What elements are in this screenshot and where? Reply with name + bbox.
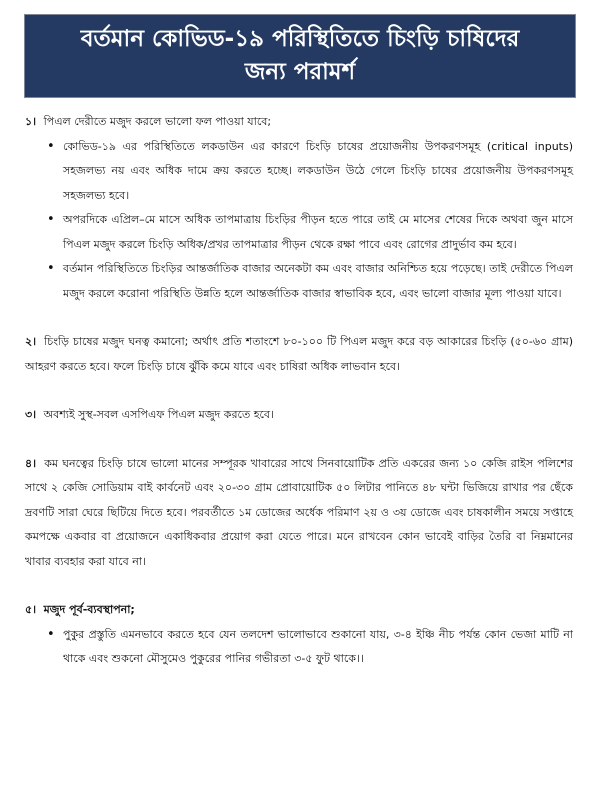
title-banner <box>24 14 576 98</box>
section-4 <box>25 452 573 575</box>
section-1 <box>25 110 573 135</box>
section-number: ৩। <box>25 408 37 421</box>
section-5 <box>25 598 573 623</box>
section-text: কম ঘনত্বের চিংড়ি চাষে ভালো মানের সম্পূরক খাবারের সাথে সিনবায়োটিক প্রতি একরের জন্য ১০ কেজি রাইস পলিশের সাথে ২ কেজি সোডিয়াম বাই কার্বনেট এবং ২০-৩০ গ্রাম প্রোবায়োটিক ৫০ লিটার পানিতে ৪৮ ঘন্টা ভিজিয়ে রাখার পর ছেঁকে দ্রবণটি সারা ঘেরে ছিটিয়ে দিতে হবে। পরবর্তীতে ১ম ডোজের অর্ধেক পরিমাণ ২য় ও ৩য় ডোজে এবং চাষকালীন সময়ে সপ্তাহে কমপক্ষে একবার বা প্রয়োজনে একাধিকবার প্রয়োগ করা যেতে পারে। মনে রাখবেন কোন ভাবেই বাড়ির তৈরি বা নিম্নমানের খাবার ব্যবহার করা যাবে না। <box>25 456 573 568</box>
list-item: • বর্তমান পরিস্থিতিতে চিংড়ির আন্তর্জাতিক বাজার অনেকটা কম এবং বাজার অনিশ্চিত হয়ে পড়েছে। তাই দেরীতে পিএল মজুদ করলে করোনা পরিস্থিতি উন্নতি হলে আন্তর্জাতিক বাজার স্বাভাবিক হবে, এবং ভালো বাজার মূল্য পাওয়া যাবে। <box>63 257 573 306</box>
bullet-list <box>25 623 573 672</box>
spacer <box>25 306 573 330</box>
section-text: অবশ্যই সুস্থ-সবল এসপিএফ পিএল মজুদ করতে হবে। <box>43 408 274 421</box>
section-text: পিএল দেরীতে মজুদ করলে ভালো ফল পাওয়া যাবে; <box>43 115 272 128</box>
list-item: • পুকুর প্রস্তুতি এমনভাবে করতে হবে যেন তলদেশ ভালোভাবে শুকানো যায়, ৩-৪ ইঞ্চি নীচ পর্যন্ত কোন ভেজা মাটি না থাকে এবং শুকনো মৌসুমেও পুকুরের পানির গভীরতা ৩-৫ ফুট থাকে।। <box>63 623 573 672</box>
spacer <box>25 379 573 403</box>
bullet-list <box>25 135 573 307</box>
advice-content <box>25 110 573 672</box>
list-item: • অপরদিকে এপ্রিল–মে মাসে অধিক তাপমাত্রায় চিংড়ির পীড়ন হতে পারে তাই মে মাসের শেষের দিকে অথবা জুন মাসে পিএল মজুদ করলে চিংড়ি অধিক/প্রখর তাপমাত্রার পীড়ন থেকে রক্ষা পাবে এবং রোগের প্রাদুর্ভাব কম হবে। <box>63 208 573 257</box>
section-text: চিংড়ি চাষের মজুদ ঘনত্ব কমানো; অর্থাৎ প্রতি শতাংশে ৮০-১০০ টি পিএল মজুদ করে বড় আকারের চিংড়ি (৫০-৬০ গ্রাম) আহরণ করতে হবে। ফলে চিংড়ি চাষে ঝুঁকি কমে যাবে এবং চাষিরা অধিক লাভবান হবে। <box>25 335 574 373</box>
section-number: ১। <box>25 115 37 128</box>
section-number: ২। <box>25 335 37 348</box>
list-item: • কোভিড-১৯ এর পরিস্থিতিতে লকডাউন এর কারণে চিংড়ি চাষের প্রয়োজনীয় উপকরণসমূহ (critical inputs) সহজলভ্য নয় এবং অধিক দামে ক্রয় করতে হচ্ছে। লকডাউন উঠে গেলে চিংড়ি চাষের প্রয়োজনীয় উপকরণসমূহ সহজলভ্য হবে। <box>63 135 573 209</box>
title-line-1: বর্তমান কোভিড-১৯ পরিস্থিতিতে চিংড়ি চাষিদের <box>80 26 520 52</box>
section-number: ৫। <box>25 603 37 616</box>
section-number: ৪। <box>25 456 37 470</box>
title-line-2: জন্য পরামর্শ <box>244 59 356 85</box>
section-text: মজুদ পূর্ব-ব্যবস্থাপনা; <box>43 603 135 616</box>
spacer <box>25 574 573 598</box>
section-3 <box>25 403 573 428</box>
spacer <box>25 428 573 452</box>
section-2 <box>25 330 573 379</box>
